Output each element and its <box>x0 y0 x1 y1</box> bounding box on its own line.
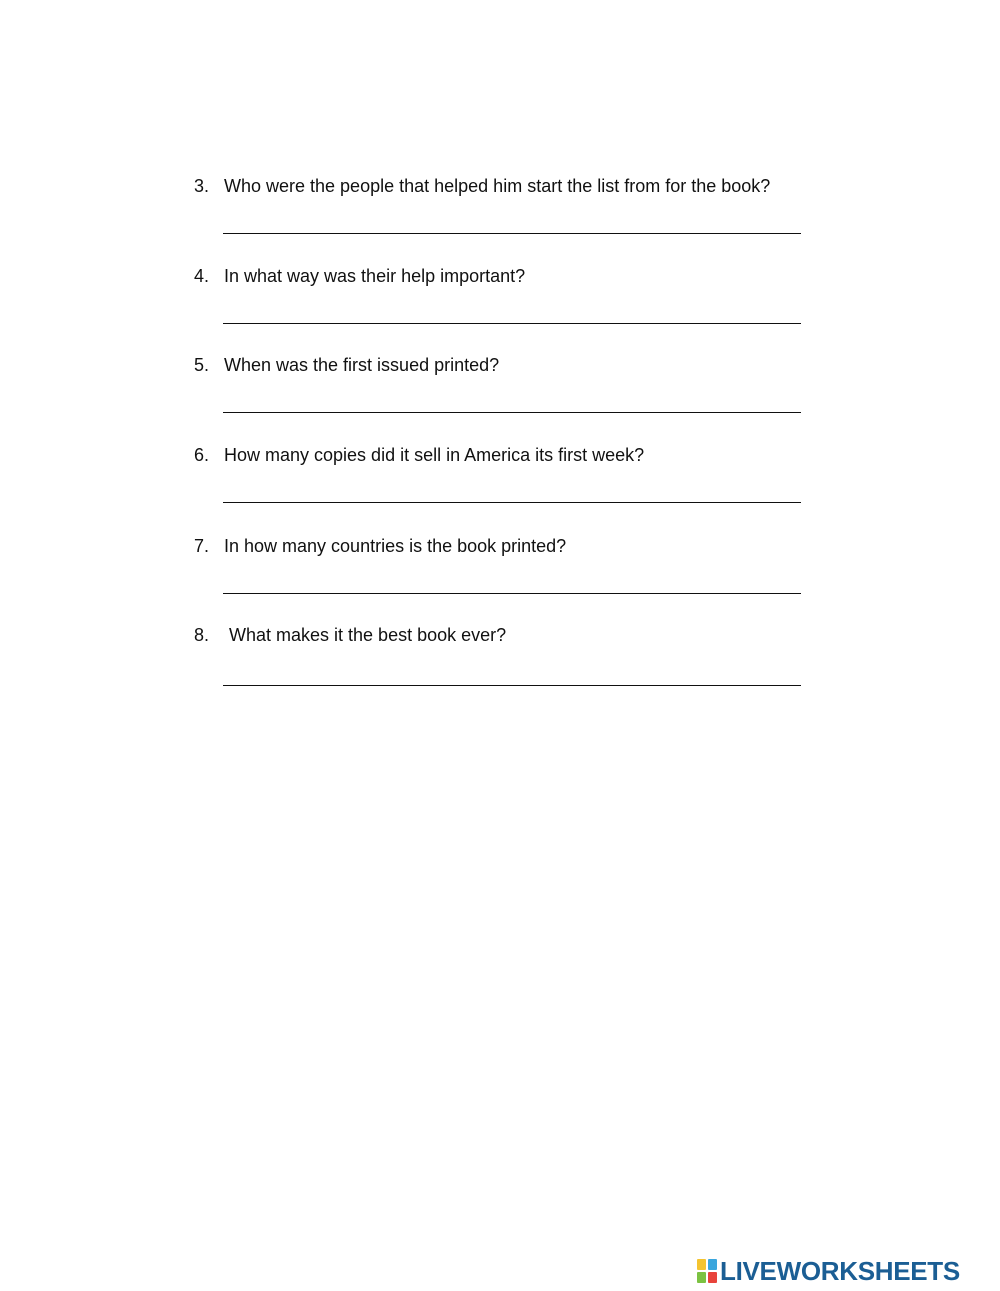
answer-line[interactable] <box>223 593 801 594</box>
question-number: 7. <box>194 536 210 556</box>
question-7 <box>0 534 1000 614</box>
question-number: 8. <box>194 625 210 645</box>
question-number: 4. <box>194 266 210 286</box>
logo-block <box>697 1259 706 1270</box>
logo-block <box>708 1259 717 1270</box>
question-text: How many copies did it sell in America its first week? <box>224 445 645 465</box>
logo-text: LIVEWORKSHEETS <box>720 1256 960 1286</box>
question-number: 6. <box>194 445 210 465</box>
question-6 <box>0 443 1000 523</box>
question-number: 3. <box>194 176 210 196</box>
question-3 <box>0 174 1000 254</box>
question-8 <box>0 623 1000 703</box>
logo-blocks-icon <box>697 1259 717 1283</box>
answer-line[interactable] <box>223 233 801 234</box>
liveworksheets-logo[interactable] <box>697 1257 960 1285</box>
question-text: In what way was their help important? <box>224 266 526 286</box>
question-text: Who were the people that helped him start the list from for the book? <box>224 176 771 196</box>
question-number: 5. <box>194 355 210 375</box>
question-5 <box>0 353 1000 433</box>
answer-line[interactable] <box>223 412 801 413</box>
logo-block <box>708 1272 717 1283</box>
answer-line[interactable] <box>223 323 801 324</box>
answer-line[interactable] <box>223 685 801 686</box>
question-text: What makes it the best book ever? <box>229 625 507 645</box>
question-text: When was the first issued printed? <box>224 355 500 375</box>
question-4 <box>0 264 1000 344</box>
question-text: In how many countries is the book printed? <box>224 536 567 556</box>
answer-line[interactable] <box>223 502 801 503</box>
logo-block <box>697 1272 706 1283</box>
